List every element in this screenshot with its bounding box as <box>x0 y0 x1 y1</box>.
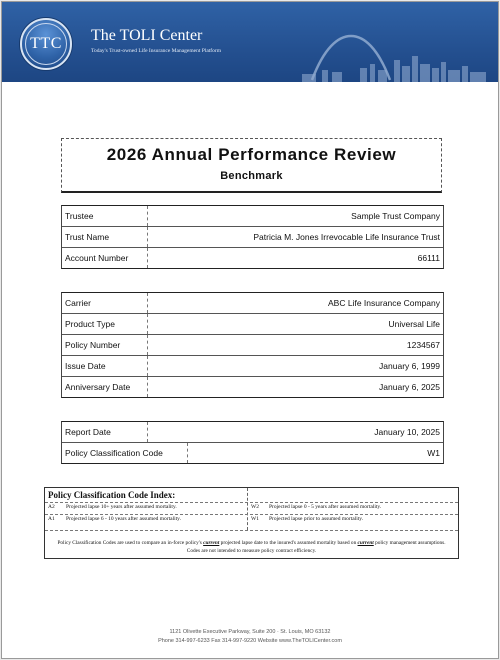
row-label: Anniversary Date <box>62 377 148 397</box>
report-title: 2026 Annual Performance Review <box>106 145 397 164</box>
row-value: Sample Trust Company <box>351 211 440 221</box>
trust-info-table <box>61 205 444 269</box>
brand-tagline: Today's Trust-owned Life Insurance Management Platform <box>91 48 221 54</box>
report-subtitle: Benchmark <box>220 170 283 182</box>
classification-index <box>44 487 459 559</box>
divider <box>45 514 458 515</box>
logo-text: TTC <box>25 23 67 65</box>
ttc-logo <box>20 18 72 70</box>
code-entry <box>48 516 181 522</box>
row-value: Patricia M. Jones Irrevocable Life Insurance Trust <box>253 232 440 242</box>
table-row <box>62 206 443 226</box>
report-info-table <box>61 421 444 464</box>
code-text: Projected lapse 10+ years after assumed mortality. <box>66 504 177 510</box>
code-entry <box>251 504 381 510</box>
table-row <box>62 442 443 463</box>
footer-contact: Phone 314-997-6233 Fax 314-997-9220 Website www.TheTOLICenter.com <box>158 638 342 644</box>
row-label: Policy Number <box>62 335 148 355</box>
table-row <box>62 334 443 355</box>
table-row <box>62 293 443 313</box>
footer <box>2 628 498 646</box>
row-label: Policy Classification Code <box>62 443 188 463</box>
index-note <box>51 539 452 555</box>
row-value: January 6, 1999 <box>379 361 440 371</box>
row-label: Carrier <box>62 293 148 313</box>
row-value: 66111 <box>417 253 440 263</box>
code-text: Projected lapse 6 - 10 years after assumed mortality. <box>66 516 181 522</box>
row-value: January 10, 2025 <box>374 427 440 437</box>
row-label: Trustee <box>62 206 148 226</box>
city-skyline-icon <box>302 34 492 82</box>
table-row <box>62 376 443 397</box>
policy-info-table <box>61 292 444 398</box>
code-key: W1 <box>251 516 259 522</box>
divider <box>45 502 458 503</box>
note-text: projected lapse date to the insured's assumed mortality based on <box>219 540 358 546</box>
report-page <box>1 1 499 659</box>
table-row <box>62 226 443 247</box>
row-label: Account Number <box>62 248 148 268</box>
row-value: Universal Life <box>388 319 440 329</box>
row-value: ABC Life Insurance Company <box>328 298 440 308</box>
table-row <box>62 355 443 376</box>
code-entry <box>48 504 177 510</box>
row-label: Issue Date <box>62 356 148 376</box>
note-emphasis: current <box>203 540 220 546</box>
row-label: Product Type <box>62 314 148 334</box>
divider <box>247 488 248 530</box>
code-text: Projected lapse 0 - 5 years after assumed mortality. <box>269 504 382 510</box>
report-title-box <box>61 138 442 193</box>
header-banner <box>2 2 498 82</box>
table-row <box>62 422 443 442</box>
footer-address: 1121 Olivette Executive Parkway, Suite 200 · St. Louis, MO 63132 <box>169 629 331 635</box>
code-key: A1 <box>48 516 55 522</box>
note-text: Policy Classification Codes are used to compare an in-force policy's <box>57 540 204 546</box>
row-value: 1234567 <box>406 340 440 350</box>
brand-title: The TOLI Center <box>91 27 203 44</box>
divider <box>45 530 458 531</box>
code-entry <box>251 516 363 522</box>
table-row <box>62 313 443 334</box>
note-emphasis: current <box>357 540 374 546</box>
row-value: January 6, 2025 <box>379 382 440 392</box>
code-text: Projected lapse prior to assumed mortality. <box>269 516 364 522</box>
index-title: Policy Classification Code Index: <box>48 490 176 500</box>
code-key: A2 <box>48 504 55 510</box>
row-value: W1 <box>427 448 440 458</box>
row-label: Report Date <box>62 422 148 442</box>
row-label: Trust Name <box>62 227 148 247</box>
table-row <box>62 247 443 268</box>
note-text: policy management assumptions. Codes are not intended to measure policy contract efficiency. <box>186 540 446 554</box>
code-key: W2 <box>251 504 259 510</box>
